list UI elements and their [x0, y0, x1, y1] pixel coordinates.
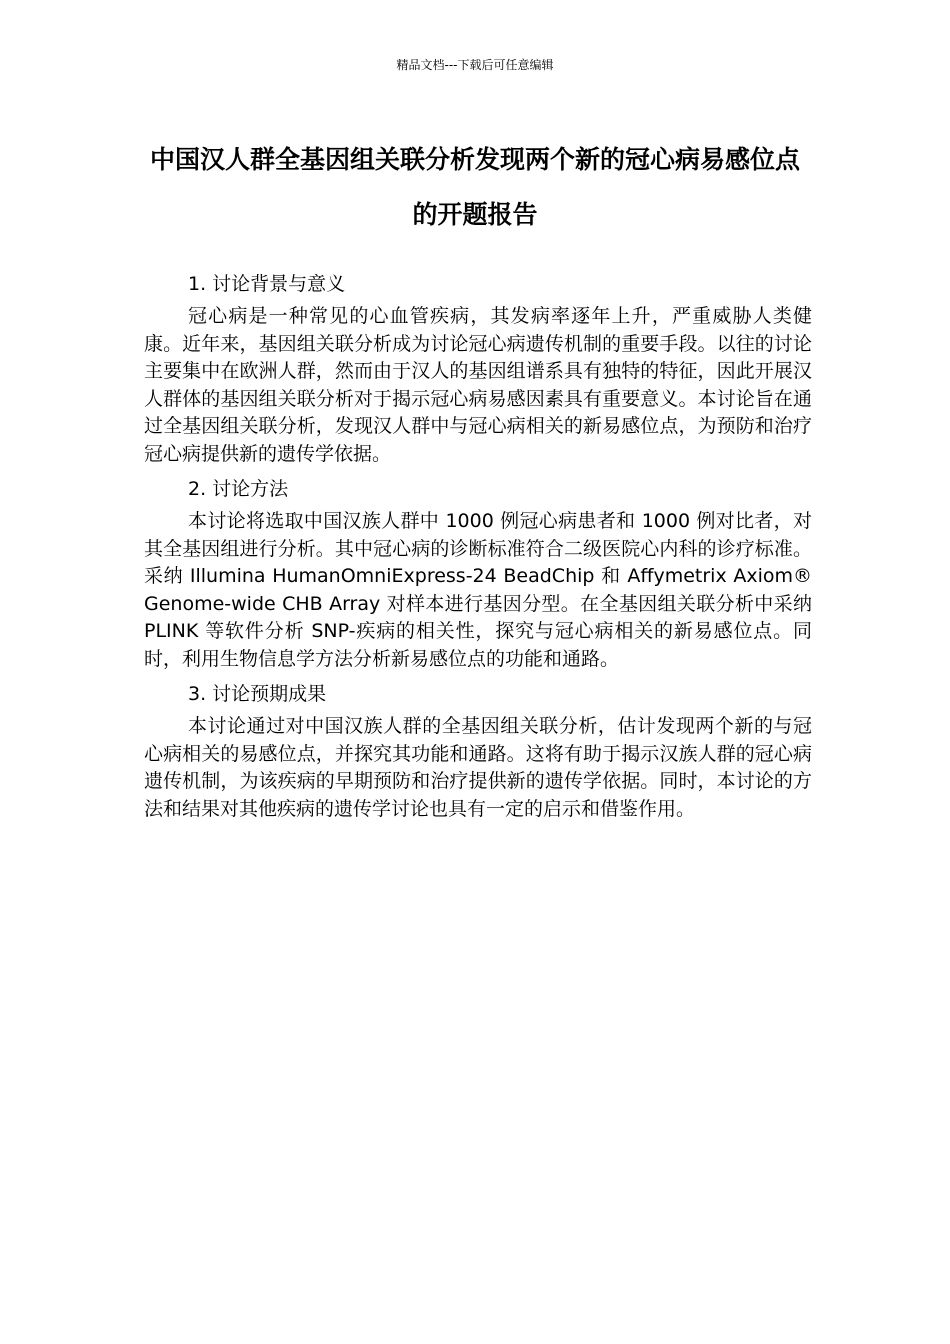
section-paragraph: 本讨论通过对中国汉族人群的全基因组关联分析，估计发现两个新的与冠心病相关的易感位点，并探究其功能和通路。这将有助于揭示汉族人群的冠心病遗传机制，为该疾病的早期预防和治疗提供新的遗传学依据。同时，本讨论的方法和结果对其他疾病的遗传学讨论也具有一定的启示和借鉴作用。 — [144, 715, 812, 820]
document-title: 中国汉人群全基因组关联分析发现两个新的冠心病易感位点的开题报告 — [149, 145, 800, 229]
section-background — [144, 270, 812, 468]
section-paragraph: 本讨论将选取中国汉族人群中 1000 例冠心病患者和 1000 例对比者，对其全基因组进行分析。其中冠心病的诊断标准符合二级医院心内科的诊疗标准。采纳 Illumina HumanOmniExpress-24 BeadChip 和 Affymetrix Axiom® Genome-wide CHB Array 对样本进行基因分型。在全基因组关联分析中采纳 PLINK 等软件分析 SNP-疾病的相关性，探究与冠心病相关的新易感位点。同时，利用生物信息学方法分析新易感位点的功能和通路。 — [144, 510, 812, 670]
section-paragraph: 冠心病是一种常见的心血管疾病，其发病率逐年上升，严重威胁人类健康。近年来，基因组关联分析成为讨论冠心病遗传机制的重要手段。以往的讨论主要集中在欧洲人群，然而由于汉人的基因组谱系具有独特的特征，因此开展汉人群体的基因组关联分析对于揭示冠心病易感因素具有重要意义。本讨论旨在通过全基因组关联分析，发现汉人群中与冠心病相关的新易感位点，为预防和治疗冠心病提供新的遗传学依据。 — [144, 305, 812, 465]
section-heading: 1. 讨论背景与意义 — [188, 273, 346, 295]
page-header: 精品文档---下载后可任意编辑 — [396, 58, 554, 72]
section-heading: 2. 讨论方法 — [188, 478, 289, 500]
section-expected-results — [144, 680, 812, 823]
section-methods — [144, 475, 812, 673]
section-heading: 3. 讨论预期成果 — [188, 683, 327, 705]
document-body — [144, 270, 812, 830]
